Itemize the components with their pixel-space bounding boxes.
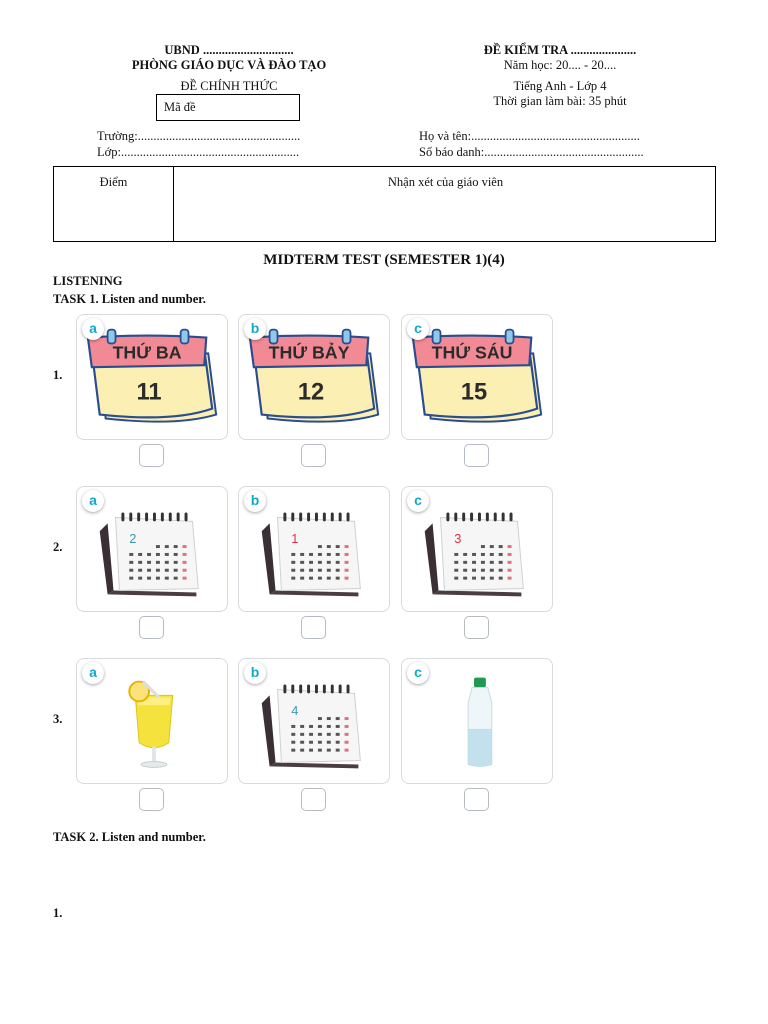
option-letter-badge: a (82, 662, 104, 684)
answer-box-3c[interactable] (464, 788, 489, 811)
exam-code-label: Mã đề (164, 100, 196, 114)
answer-box-3b[interactable] (301, 788, 326, 811)
calendar-month-number: 3 (454, 531, 462, 547)
option-letter-badge: c (407, 318, 429, 340)
option-letter-badge: c (407, 662, 429, 684)
option-letter-badge: c (407, 490, 429, 512)
test-title: MIDTERM TEST (SEMESTER 1)(4) (263, 252, 505, 268)
school-year: Năm học: 20.... - 20.... (503, 58, 617, 72)
picture-card-3a (76, 658, 228, 784)
score-table (53, 166, 716, 242)
picture-card-3b (238, 658, 390, 784)
calendar-day-label: THỨ BẢY (268, 342, 350, 363)
score-cell[interactable]: Điểm (99, 175, 128, 189)
answer-box-2b[interactable] (301, 616, 326, 639)
option-letter-badge: a (82, 318, 104, 340)
question-number: 3. (53, 712, 63, 726)
official-label: ĐỀ CHÍNH THỨC (180, 79, 278, 93)
calendar-date-label: 11 (136, 379, 162, 406)
task2-number: 1. (53, 906, 63, 920)
option-letter-badge: b (244, 490, 266, 512)
task1-instruction: TASK 1. Listen and number. (53, 292, 206, 306)
question-number: 1. (53, 368, 63, 382)
answer-box-1b[interactable] (301, 444, 326, 467)
lemonade-glass-icon (78, 667, 226, 779)
exam-title-line: ĐỀ KIỂM TRA ..................... (483, 43, 637, 57)
calendar-month-number: 2 (129, 531, 137, 547)
picture-card-3c (401, 658, 553, 784)
comment-cell[interactable]: Nhận xét của giáo viên (387, 175, 504, 189)
calendar-month-number: 4 (291, 703, 299, 719)
authority-line: UBND ............................. (164, 43, 294, 57)
task2-instruction: TASK 2. Listen and number. (53, 830, 206, 844)
picture-card-1a (76, 314, 228, 440)
calendar-day-label: THỨ SÁU (431, 342, 513, 363)
answer-box-1a[interactable] (139, 444, 164, 467)
calendar-day-icon (240, 323, 388, 435)
section-label: LISTENING (53, 274, 123, 288)
subject-grade: Tiếng Anh - Lớp 4 (513, 79, 607, 93)
desk-calendar-icon (403, 495, 551, 607)
answer-box-1c[interactable] (464, 444, 489, 467)
question-number: 2. (53, 540, 63, 554)
picture-card-1b (238, 314, 390, 440)
picture-card-1c (401, 314, 553, 440)
answer-box-2a[interactable] (139, 616, 164, 639)
school-field[interactable]: Trường:.................................................... (97, 129, 301, 143)
calendar-day-label: THỨ BA (112, 342, 182, 363)
calendar-date-label: 15 (460, 379, 488, 406)
option-letter-badge: b (244, 318, 266, 340)
desk-calendar-icon (240, 667, 388, 779)
name-field[interactable]: Họ và tên:...................................................... (419, 129, 640, 143)
calendar-month-number: 1 (291, 531, 299, 547)
picture-card-2c (401, 486, 553, 612)
id-field[interactable]: Số báo danh:................................................... (419, 145, 644, 159)
water-bottle-icon (403, 667, 551, 779)
answer-box-2c[interactable] (464, 616, 489, 639)
option-letter-badge: b (244, 662, 266, 684)
picture-card-2a (76, 486, 228, 612)
calendar-date-label: 12 (297, 379, 325, 406)
department-line: PHÒNG GIÁO DỤC VÀ ĐÀO TẠO (131, 58, 327, 72)
option-letter-badge: a (82, 490, 104, 512)
time-allowed: Thời gian làm bài: 35 phút (493, 94, 627, 108)
exam-code-box[interactable] (156, 94, 300, 121)
picture-card-2b (238, 486, 390, 612)
answer-box-3a[interactable] (139, 788, 164, 811)
desk-calendar-icon (78, 495, 226, 607)
calendar-day-icon (403, 323, 551, 435)
class-field[interactable]: Lớp:......................................................... (97, 145, 300, 159)
desk-calendar-icon (240, 495, 388, 607)
calendar-day-icon (78, 323, 226, 435)
